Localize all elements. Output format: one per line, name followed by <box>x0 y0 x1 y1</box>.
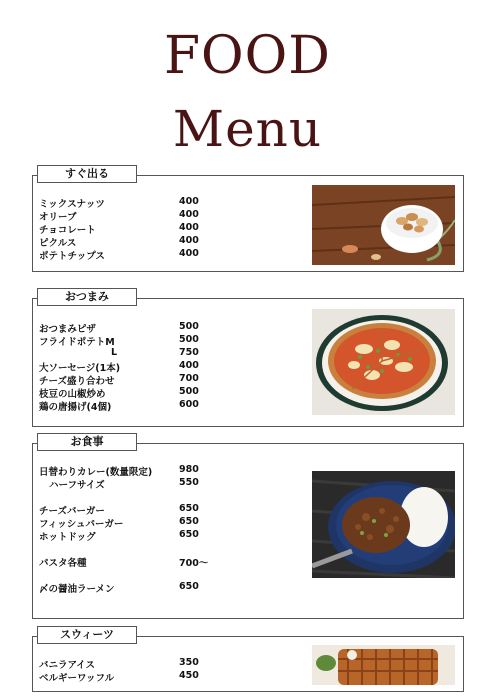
item-name: ミックスナッツ <box>39 199 105 210</box>
item-price: 700〜 <box>179 558 209 569</box>
item-price: 450 <box>179 670 199 681</box>
item-price: 400 <box>179 222 199 233</box>
item-name: チョコレート <box>39 225 96 236</box>
item-price: 500 <box>179 386 199 397</box>
waffle-photo <box>312 645 455 685</box>
item-name: チーズバーガー <box>39 506 105 517</box>
item-name: フィッシュバーガー <box>39 519 124 530</box>
item-price: 650 <box>179 516 199 527</box>
item-name: おつまみピザ <box>39 324 96 335</box>
item-name: ポテトチップス <box>39 251 105 262</box>
item-price: 400 <box>179 196 199 207</box>
item-name: ホットドッグ <box>39 532 96 543</box>
section-tab: お食事 <box>37 433 137 451</box>
item-name: ベルギーワッフル <box>39 673 115 684</box>
item-price: 400 <box>179 248 199 259</box>
item-price: 650 <box>179 503 199 514</box>
item-name: L <box>111 347 118 358</box>
item-name: フライドポテトM <box>39 337 115 348</box>
item-price: 600 <box>179 399 199 410</box>
item-name: オリーブ <box>39 212 77 223</box>
item-name: チーズ盛り合わせ <box>39 376 115 387</box>
item-price: 400 <box>179 360 199 371</box>
pizza-photo <box>312 309 455 415</box>
item-price: 350 <box>179 657 199 668</box>
item-name: ハーフサイズ <box>49 480 105 491</box>
item-price: 500 <box>179 321 199 332</box>
item-price: 750 <box>179 347 199 358</box>
curry-photo <box>312 471 455 578</box>
section-tab: おつまみ <box>37 288 137 306</box>
item-price: 650 <box>179 529 199 540</box>
item-name: ピクルス <box>39 238 77 249</box>
item-price: 980 <box>179 464 199 475</box>
item-name: 〆の醤油ラーメン <box>39 584 115 595</box>
title-food: FOOD <box>163 26 332 86</box>
item-name: バニラアイス <box>39 660 96 671</box>
section-tab: スウィーツ <box>37 626 137 644</box>
section-sweets <box>32 628 464 692</box>
item-name: 鶏の唐揚げ(4個) <box>39 402 112 413</box>
item-price: 400 <box>179 209 199 220</box>
item-name: 枝豆の山椒炒め <box>39 389 106 400</box>
section-oshokuji <box>32 435 464 619</box>
item-price: 700 <box>179 373 199 384</box>
item-name: 日替わりカレー(数量限定) <box>39 467 153 478</box>
section-otsumami <box>32 290 464 427</box>
section-sugu-deru <box>32 167 464 272</box>
nuts-photo <box>312 185 455 265</box>
section-tab: すぐ出る <box>37 165 137 183</box>
item-name: パスタ各種 <box>39 558 87 569</box>
item-price: 400 <box>179 235 199 246</box>
item-price: 650 <box>179 581 199 592</box>
item-price: 550 <box>179 477 199 488</box>
item-name: 大ソーセージ(1本) <box>39 363 121 374</box>
item-price: 500 <box>179 334 199 345</box>
title-menu: Menu <box>172 100 323 158</box>
